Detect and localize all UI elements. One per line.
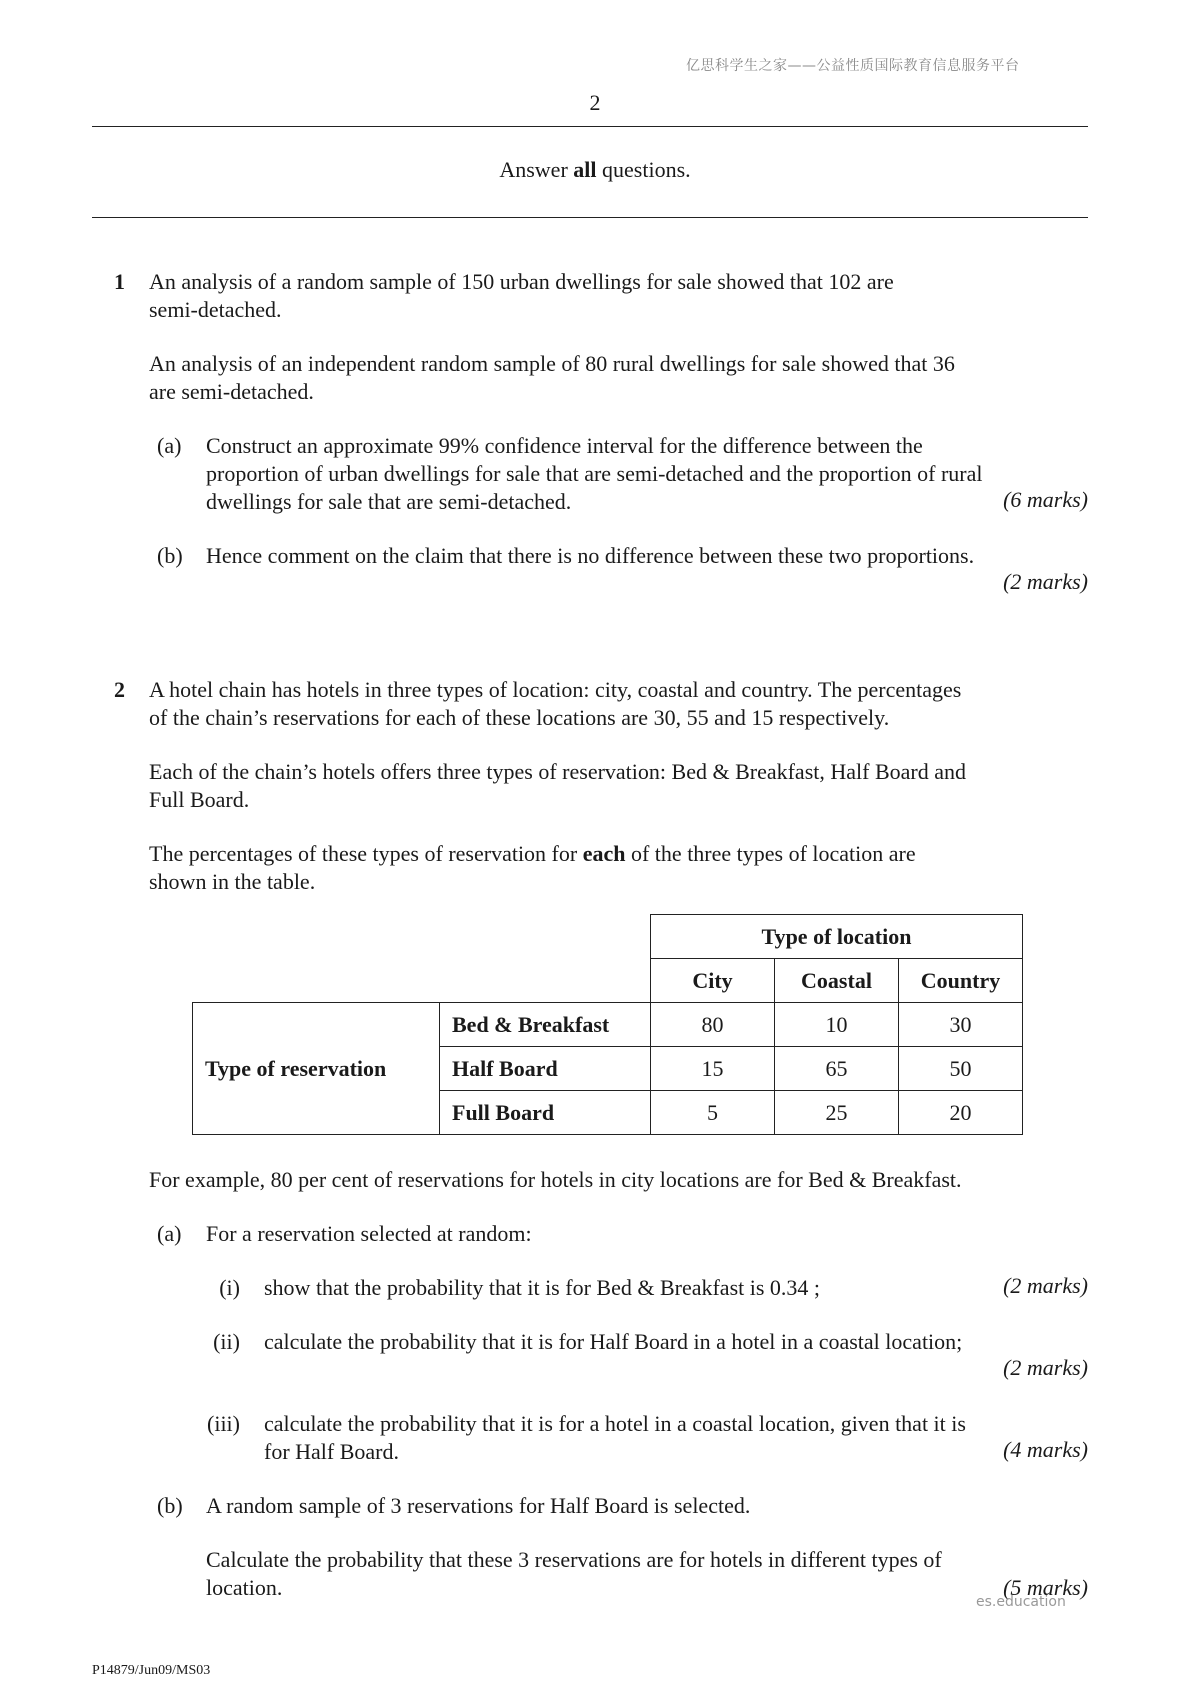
location-header: Type of location [651,915,1023,959]
q1-line-1: An analysis of a random sample of 150 urban dwellings for sale showed that 102 are [149,269,894,294]
question-2-number: 2 [114,677,125,702]
q2-line-5-before: The percentages of these types of reservation for [149,841,583,866]
table-cell: 50 [899,1047,1023,1091]
q1a-line-3: dwellings for sale that are semi-detached. [206,489,572,514]
instruction-bold: all [573,157,597,182]
q1b-line-1: Hence comment on the claim that there is no difference between these two proportions. [206,543,975,568]
table-cell: 5 [651,1091,775,1135]
instruction-before: Answer [499,157,574,182]
q2a-intro: For a reservation selected at random: [206,1221,532,1246]
column-header-coastal: Coastal [775,959,899,1003]
table-cell: 15 [651,1047,775,1091]
table-blank-cell [193,915,440,959]
q2b-line-2: Calculate the probability that these 3 reservations are for hotels in different types of [206,1547,942,1572]
q2a-i-text: show that the probability that it is for Bed & Breakfast is 0.34 ; [264,1275,821,1300]
table-cell: 10 [775,1003,899,1047]
instruction-rule [92,217,1088,218]
row-label: Half Board [440,1047,651,1091]
paper-code: P14879/Jun09/MS03 [92,1663,211,1678]
q2-line-5 [149,840,1089,868]
reservation-header: Type of reservation [193,1003,440,1135]
q1-line-4: are semi-detached. [149,379,314,404]
q1a-line-1: Construct an approximate 99% confidence interval for the difference between the [206,433,923,458]
q1b-marks: (2 marks) [1003,569,1088,594]
q2b-label: (b) [157,1493,183,1518]
table-cell: 20 [899,1091,1023,1135]
table-blank-cell [440,959,651,1003]
column-header-city: City [651,959,775,1003]
q2a-label: (a) [157,1221,182,1246]
row-label: Bed & Breakfast [440,1003,651,1047]
q2b-line-1: A random sample of 3 reservations for Half Board is selected. [206,1493,751,1518]
table-cell: 65 [775,1047,899,1091]
q2a-iii-line-1: calculate the probability that it is for a hotel in a coastal location, given that it is [264,1411,966,1436]
q1a-line-2: proportion of urban dwellings for sale that are semi-detached and the proportion of rural [206,461,983,486]
table-blank-cell [440,915,651,959]
q1a-label: (a) [157,433,182,458]
table-row [193,1003,1023,1047]
q2-line-5-after: of the three types of location are [625,841,916,866]
q2a-ii-text: calculate the probability that it is for Half Board in a hotel in a coastal location; [264,1329,963,1354]
q2-line-1: A hotel chain has hotels in three types of location: city, coastal and country. The percentages [149,677,962,702]
table-cell: 80 [651,1003,775,1047]
q2a-i-label: (i) [219,1275,240,1300]
instruction-after: questions. [596,157,691,182]
q2a-iii-label: (iii) [207,1411,240,1436]
instruction [0,156,1190,184]
q2-line-6: shown in the table. [149,869,316,894]
q2a-iii-line-2: for Half Board. [264,1439,400,1464]
q2-line-4: Full Board. [149,787,250,812]
watermark-footer: es.education [976,1594,1066,1610]
q2-line-2: of the chain’s reservations for each of these locations are 30, 55 and 15 respectively. [149,705,890,730]
q1-line-2: semi-detached. [149,297,282,322]
column-header-country: Country [899,959,1023,1003]
top-rule [92,126,1088,127]
q1a-marks: (6 marks) [1003,487,1088,512]
q2a-iii-marks: (4 marks) [1003,1437,1088,1462]
q2a-i-marks: (2 marks) [1003,1273,1088,1298]
watermark-header: 亿思科学生之家——公益性质国际教育信息服务平台 [686,58,1020,74]
reservation-table [192,914,1023,1135]
q2-line-3: Each of the chain’s hotels offers three types of reservation: Bed & Breakfast, Half Board and [149,759,966,784]
question-1-number: 1 [114,269,125,294]
q1b-label: (b) [157,543,183,568]
q2-example: For example, 80 per cent of reservations for hotels in city locations are for Bed & Breakfast. [149,1167,962,1192]
q2a-ii-label: (ii) [213,1329,240,1354]
row-label: Full Board [440,1091,651,1135]
table-blank-cell [193,959,440,1003]
q1-line-3: An analysis of an independent random sample of 80 rural dwellings for sale showed that 36 [149,351,955,376]
q2b-marks: (5 marks) [1003,1575,1088,1600]
q2-line-5-bold: each [582,841,626,866]
page-number: 2 [589,90,601,115]
q2b-line-3: location. [206,1575,283,1600]
table-cell: 30 [899,1003,1023,1047]
q2a-ii-marks: (2 marks) [1003,1355,1088,1380]
table-cell: 25 [775,1091,899,1135]
